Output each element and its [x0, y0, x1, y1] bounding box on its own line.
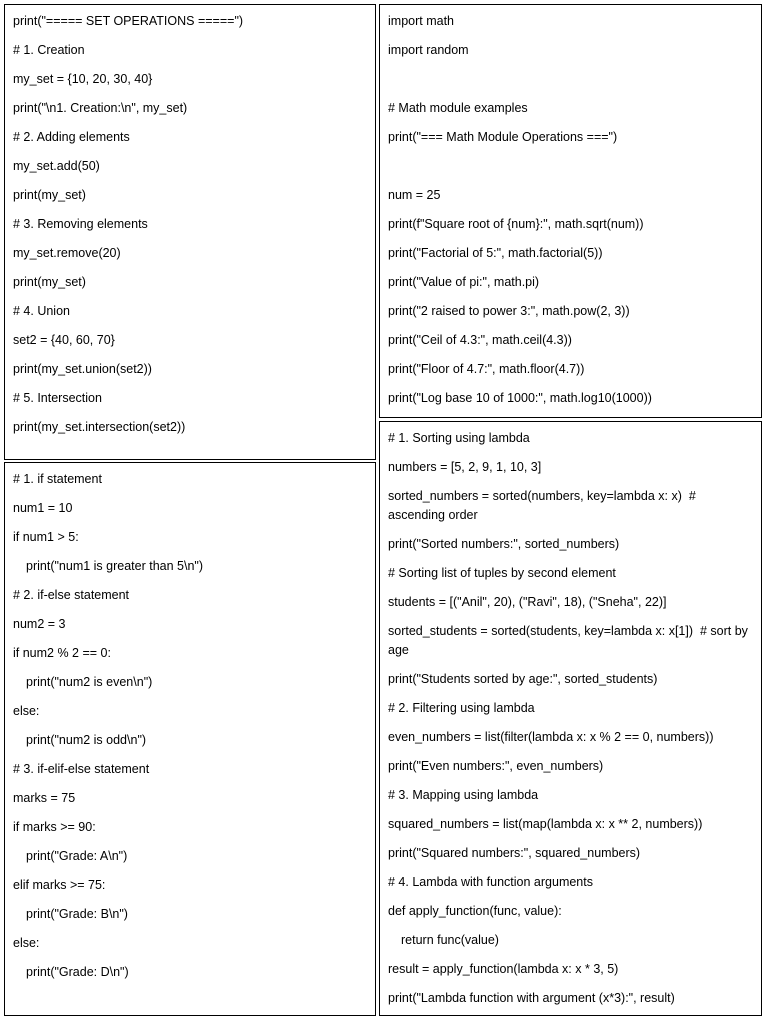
code-line: # Sorting list of tuples by second element — [388, 566, 616, 580]
code-line: # 2. Filtering using lambda — [388, 701, 535, 715]
code-line: if num2 % 2 == 0: — [13, 646, 111, 660]
code-line: print(my_set.union(set2)) — [13, 362, 152, 376]
code-line: print(my_set) — [13, 188, 86, 202]
code-line: print("\n1. Creation:\n", my_set) — [13, 101, 188, 115]
code-line: numbers = [5, 2, 9, 1, 10, 3] — [388, 460, 542, 474]
code-line: print("Even numbers:", even_numbers) — [388, 759, 604, 773]
code-line: print("=== Math Module Operations ===") — [388, 130, 618, 144]
code-line: else: — [13, 704, 40, 718]
code-line: # 1. Creation — [13, 43, 85, 57]
code-line: # Math module examples — [388, 101, 528, 115]
code-line: if num1 > 5: — [13, 530, 79, 544]
code-line: import math — [388, 14, 454, 28]
code-line: set2 = {40, 60, 70} — [13, 333, 115, 347]
code-line: print("Grade: A\n") — [26, 849, 128, 863]
code-line: print("num2 is even\n") — [26, 675, 153, 689]
code-line: print("num2 is odd\n") — [26, 733, 147, 747]
code-line: print("Squared numbers:", squared_numbers) — [388, 846, 641, 860]
code-line: print("2 raised to power 3:", math.pow(2, 3)) — [388, 304, 630, 318]
code-line: # 4. Lambda with function arguments — [388, 875, 593, 889]
code-line: # 2. if-else statement — [13, 588, 130, 602]
code-line: num = 25 — [388, 188, 441, 202]
code-line: print("Students sorted by age:", sorted_students) — [388, 672, 658, 686]
lambda-code-box — [379, 421, 762, 1016]
code-line: print(my_set) — [13, 275, 86, 289]
code-line: def apply_function(func, value): — [388, 904, 562, 918]
code-line: print("Factorial of 5:", math.factorial(5)) — [388, 246, 603, 260]
code-line: print("Sorted numbers:", sorted_numbers) — [388, 537, 620, 551]
code-line: print("Log base 10 of 1000:", math.log10(1000)) — [388, 391, 652, 405]
code-line: my_set.remove(20) — [13, 246, 121, 260]
code-line: my_set.add(50) — [13, 159, 100, 173]
code-line: elif marks >= 75: — [13, 878, 106, 892]
code-line: else: — [13, 936, 40, 950]
code-line: if marks >= 90: — [13, 820, 96, 834]
code-line: # 2. Adding elements — [13, 130, 130, 144]
if-statement-code-box — [4, 462, 376, 1016]
code-line: my_set = {10, 20, 30, 40} — [13, 72, 153, 86]
code-line: print(f"Square root of {num}:", math.sqrt(num)) — [388, 217, 644, 231]
code-line: # 3. Mapping using lambda — [388, 788, 539, 802]
code-line: # 1. Sorting using lambda — [388, 431, 530, 445]
code-line: return func(value) — [401, 933, 499, 947]
code-line: marks = 75 — [13, 791, 76, 805]
set-operations-code-box — [4, 4, 376, 460]
code-line: print(my_set.intersection(set2)) — [13, 420, 186, 434]
code-line: sorted_numbers = sorted(numbers, key=lambda x: x) # ascending order — [388, 489, 700, 522]
code-line: sorted_students = sorted(students, key=lambda x: x[1]) # sort by age — [388, 624, 752, 657]
code-line: result = apply_function(lambda x: x * 3, 5) — [388, 962, 619, 976]
math-module-code-box — [379, 4, 762, 418]
code-line: print("Ceil of 4.3:", math.ceil(4.3)) — [388, 333, 572, 347]
code-line: print("Grade: D\n") — [26, 965, 129, 979]
code-line: print("Floor of 4.7:", math.floor(4.7)) — [388, 362, 585, 376]
code-line: print("Value of pi:", math.pi) — [388, 275, 540, 289]
code-line: even_numbers = list(filter(lambda x: x % 2 == 0, numbers)) — [388, 730, 714, 744]
code-line: print("Lambda function with argument (x*3):", result) — [388, 991, 675, 1005]
code-line: print("===== SET OPERATIONS =====") — [13, 14, 244, 28]
code-line: print("num1 is greater than 5\n") — [26, 559, 204, 573]
code-line: # 3. Removing elements — [13, 217, 148, 231]
code-line: # 3. if-elif-else statement — [13, 762, 150, 776]
code-line: print("Grade: B\n") — [26, 907, 128, 921]
code-line: # 4. Union — [13, 304, 70, 318]
code-line: import random — [388, 43, 469, 57]
code-line: # 5. Intersection — [13, 391, 102, 405]
code-line: # 1. if statement — [13, 472, 102, 486]
code-line: num2 = 3 — [13, 617, 66, 631]
code-line: students = [("Anil", 20), ("Ravi", 18), ("Sneha", 22)] — [388, 595, 667, 609]
code-line: num1 = 10 — [13, 501, 73, 515]
code-line: squared_numbers = list(map(lambda x: x ** 2, numbers)) — [388, 817, 703, 831]
